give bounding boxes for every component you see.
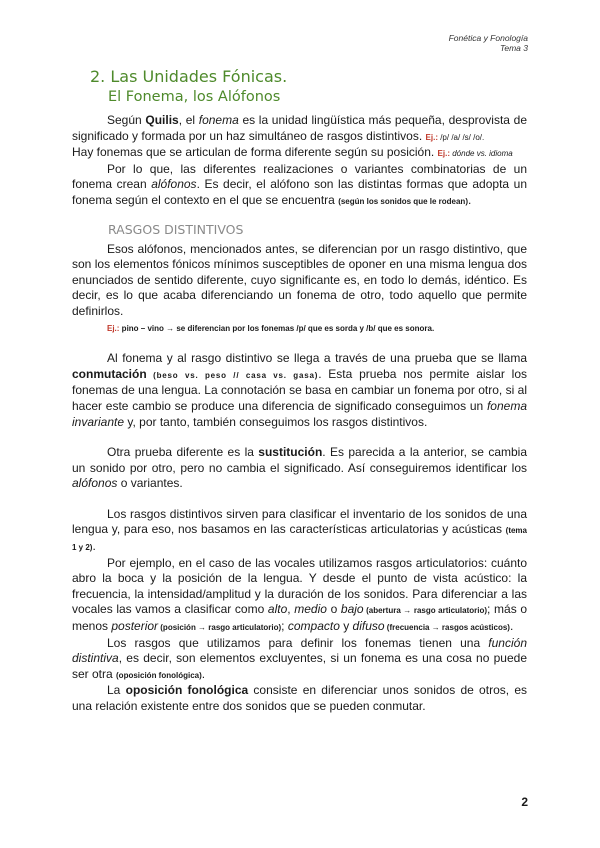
example-text: /p/ /a/ /s/ /o/. — [437, 132, 485, 142]
term: función distintiva — [72, 635, 527, 666]
text: Por lo que, las diferentes realizaciones o variantes combinatorias de un fonema crean — [72, 161, 527, 192]
text: . — [467, 192, 472, 207]
text: Los rasgos que utilizamos para definir los fonemas tienen una — [107, 635, 489, 650]
section-subtitle: El Fonema, los Alófonos — [108, 89, 281, 105]
term: alófonos — [72, 476, 118, 491]
term: sustitución — [258, 445, 323, 460]
text: ; más o menos — [72, 602, 528, 634]
paragraph-funcion-distintiva — [72, 636, 527, 684]
header-course: Fonética y Fonología — [448, 33, 528, 43]
text: . Esta prueba nos permite aislar los fonemas de una lengua. La connotación se basa en cambiar un fonema por otro, si al hacer este cambio se produce una diferencia de significado conseguimos un — [72, 366, 527, 413]
note: (oposición fonológica) — [116, 670, 202, 680]
example-label: Ej.: — [437, 149, 450, 159]
note: (según los sonidos que le rodean) — [338, 196, 468, 206]
paragraph-rasgos: Esos alófonos, mencionados antes, se diferencian por un rasgo distintivo, que son los elementos fónicos mínimos susceptibles de oponer en una misma lengua dos enunciados de sentido diferente, cuyo significante es, en todo lo demás, idéntico. Es decir, es lo que acaba diferenciando un fonema de otro, todo aquello que permite definirlos. — [72, 241, 527, 318]
text: Según — [107, 113, 146, 127]
paragraph-sustitucion — [72, 445, 527, 492]
paragraph-position — [72, 145, 527, 162]
text: es la unidad lingüística más pequeña, desprovista de significado y formada por un haz simultáneo de rasgos distintivos. — [72, 113, 528, 143]
note: (abertura → rasgo articulatorio) — [363, 606, 488, 616]
example-label: Ej.: — [425, 132, 438, 142]
text: , es decir, son elementos excluyentes, si un fonema es una cosa no puede ser otra — [72, 651, 527, 681]
page-header — [449, 33, 528, 53]
note: (beso vs. peso // casa vs. gasa) — [146, 370, 319, 380]
section-heading-rasgos: RASGOS DISTINTIVOS — [108, 221, 244, 237]
text: Los rasgos distintivos sirven para clasificar el inventario de los sonidos de una lengua y, para eso, nos basamos en las características articulatorias y acústicas — [72, 506, 527, 537]
text: . — [201, 666, 206, 681]
text: . Es parecida a la anterior, se cambia un sonido por otro, pero no cambia el significado. Así conseguiremos identificar los — [72, 445, 527, 475]
note: (tema 1 y 2) — [72, 526, 527, 553]
paragraph-alofonos — [72, 162, 527, 210]
term: posterior — [111, 619, 159, 634]
text: y — [339, 619, 353, 634]
term: alófonos — [151, 177, 197, 192]
paragraph-oposicion — [72, 683, 527, 714]
note: (posición → rasgo articulatorio) — [158, 623, 282, 633]
paragraph-fonema-definition — [72, 113, 527, 145]
term: fonema — [198, 113, 239, 127]
example-label: Ej.: — [107, 323, 120, 333]
text: Otra prueba diferente es la — [107, 445, 259, 460]
text: Hay fonemas que se articulan de forma diferente según su posición. — [72, 145, 438, 160]
text: La — [107, 683, 126, 698]
term: compacto — [287, 619, 340, 634]
note: (frecuencia → rasgos acústicos) — [384, 623, 510, 633]
term: alto — [267, 602, 288, 617]
text: . — [509, 619, 514, 634]
term: medio — [294, 602, 327, 617]
text: . Es decir, el alófono son las distintas formas que adopta un fonema según el contexto en el que se encuentra — [72, 177, 527, 207]
text: o — [326, 602, 341, 617]
text: , — [287, 602, 295, 617]
paragraph-conmutacion — [72, 351, 527, 430]
text: , el — [178, 113, 199, 127]
example-note — [72, 321, 527, 337]
term: oposición fonológica — [125, 683, 249, 698]
term: conmutación — [72, 366, 147, 381]
section-title: 2. Las Unidades Fónicas. — [90, 67, 288, 86]
term: bajo — [340, 602, 364, 617]
term: fonema invariante — [72, 398, 527, 429]
text: y, por tanto, también conseguimos los rasgos distintivos. — [124, 414, 428, 429]
text: o variantes. — [117, 476, 183, 491]
text: consiste en diferenciar unos sonidos de otros, es una relación existente entre dos sonidos que se pueden conmutar. — [72, 683, 527, 713]
text: ; — [281, 619, 288, 634]
header-topic: Tema 3 — [499, 43, 528, 53]
author-name: Quilis — [145, 113, 179, 127]
text: Al fonema y al rasgo distintivo se llega a través de una prueba que se llama — [107, 351, 527, 366]
example-text: pino – vino → se diferencian por los fonemas /p/ que es sorda y /b/ que es sonora. — [119, 323, 435, 333]
paragraph-vocales — [72, 556, 527, 636]
text: . — [92, 539, 96, 554]
document-body — [72, 66, 527, 715]
term: difuso — [352, 619, 385, 634]
paragraph-clasificar — [72, 507, 527, 556]
page-number: 2 — [521, 795, 528, 809]
text: Por ejemplo, en el caso de las vocales utilizamos rasgos articulatorios: cuánto abro la boca y la posición de la lengua. Y desde el punto de vista acústico: la frecuencia, la intensidad/amplitud y la duración de los sonidos. Para diferenciar a las vocales las vamos a clasificar como — [72, 555, 527, 617]
example-text: dónde vs. idioma — [450, 149, 513, 159]
